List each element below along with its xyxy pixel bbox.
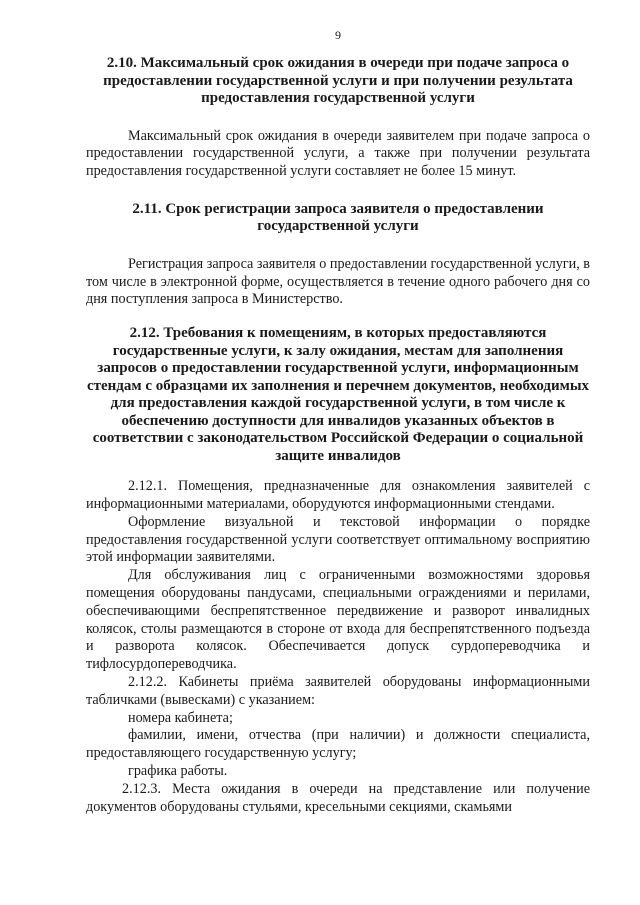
section-2-11-title: 2.11. Срок регистрации запроса заявителя о предоставлении государственной услуги xyxy=(132,200,544,235)
section-2-10-title: 2.10. Максимальный срок ожидания в очереди при подаче запроса о предоставлении государственной услуги и при получении результата предоставления государственной услуги xyxy=(103,55,573,106)
paragraph-2-12-3: 2.12.3. Места ожидания в очереди на представление или получение документов оборудованы стульями, кресельными секциями, скамьями xyxy=(86,780,590,815)
page-number: 9 xyxy=(335,28,341,42)
section-2-11-paragraph: Регистрация запроса заявителя о предоставлении государственной услуги, в том числе в электронной форме, осуществляется в течение одного рабочего дня со дня поступления запроса в Министерство. xyxy=(86,255,590,308)
paragraph-2-12-2: 2.12.2. Кабинеты приёма заявителей оборудованы информационными табличками (вывесками) с указанием: xyxy=(86,674,590,708)
paragraph-2-12-1: 2.12.1. Помещения, предназначенные для ознакомления заявителей с информационными материалами, оборудуются информационными стендами. xyxy=(86,478,590,513)
list-item-work-schedule: графика работы. xyxy=(128,763,228,780)
paragraph-accessibility: Для обслуживания лиц с ограниченными возможностями здоровья помещения оборудованы пандусами, специальными ограждениями и перилами, обеспечивающими беспрепятственное передвижение и разворот инвалидных колясок, столы размещаются в стороне от входа для беспрепятственного подъезда и разворота колясок. Обеспечивается допуск сурдопереводчика и тифлосурдопереводчика. xyxy=(86,567,590,673)
document-page xyxy=(86,28,590,816)
paragraph-visual-info: Оформление визуальной и текстовой информации о порядке предоставления государственной услуги соответствует оптимальному восприятию этой информации заявителями. xyxy=(86,513,590,566)
section-2-10-paragraph: Максимальный срок ожидания в очереди заявителем при подаче запроса о предоставлении государственной услуги, а также при получении результата предоставления государственной услуги составляет не более 15 минут. xyxy=(86,127,590,180)
list-item-room-number: номера кабинета; xyxy=(128,709,233,726)
list-item-specialist-name: фамилии, имени, отчества (при наличии) и должности специалиста, предоставляющего государственную услугу; xyxy=(86,727,590,762)
section-2-12-title: 2.12. Требования к помещениям, в которых предоставляются государственные услуги, к залу ожидания, местам для заполнения запросов о предоставлении государственной услуги, информационным стендам с образцами их заполнения и перечнем документов, необходимых для предоставления каждой государственной услуги, в том числе к обеспечению доступности для инвалидов указанных объектов в соответствии с законодательством Российской Федерации о социальной защите инвалидов xyxy=(86,325,590,464)
